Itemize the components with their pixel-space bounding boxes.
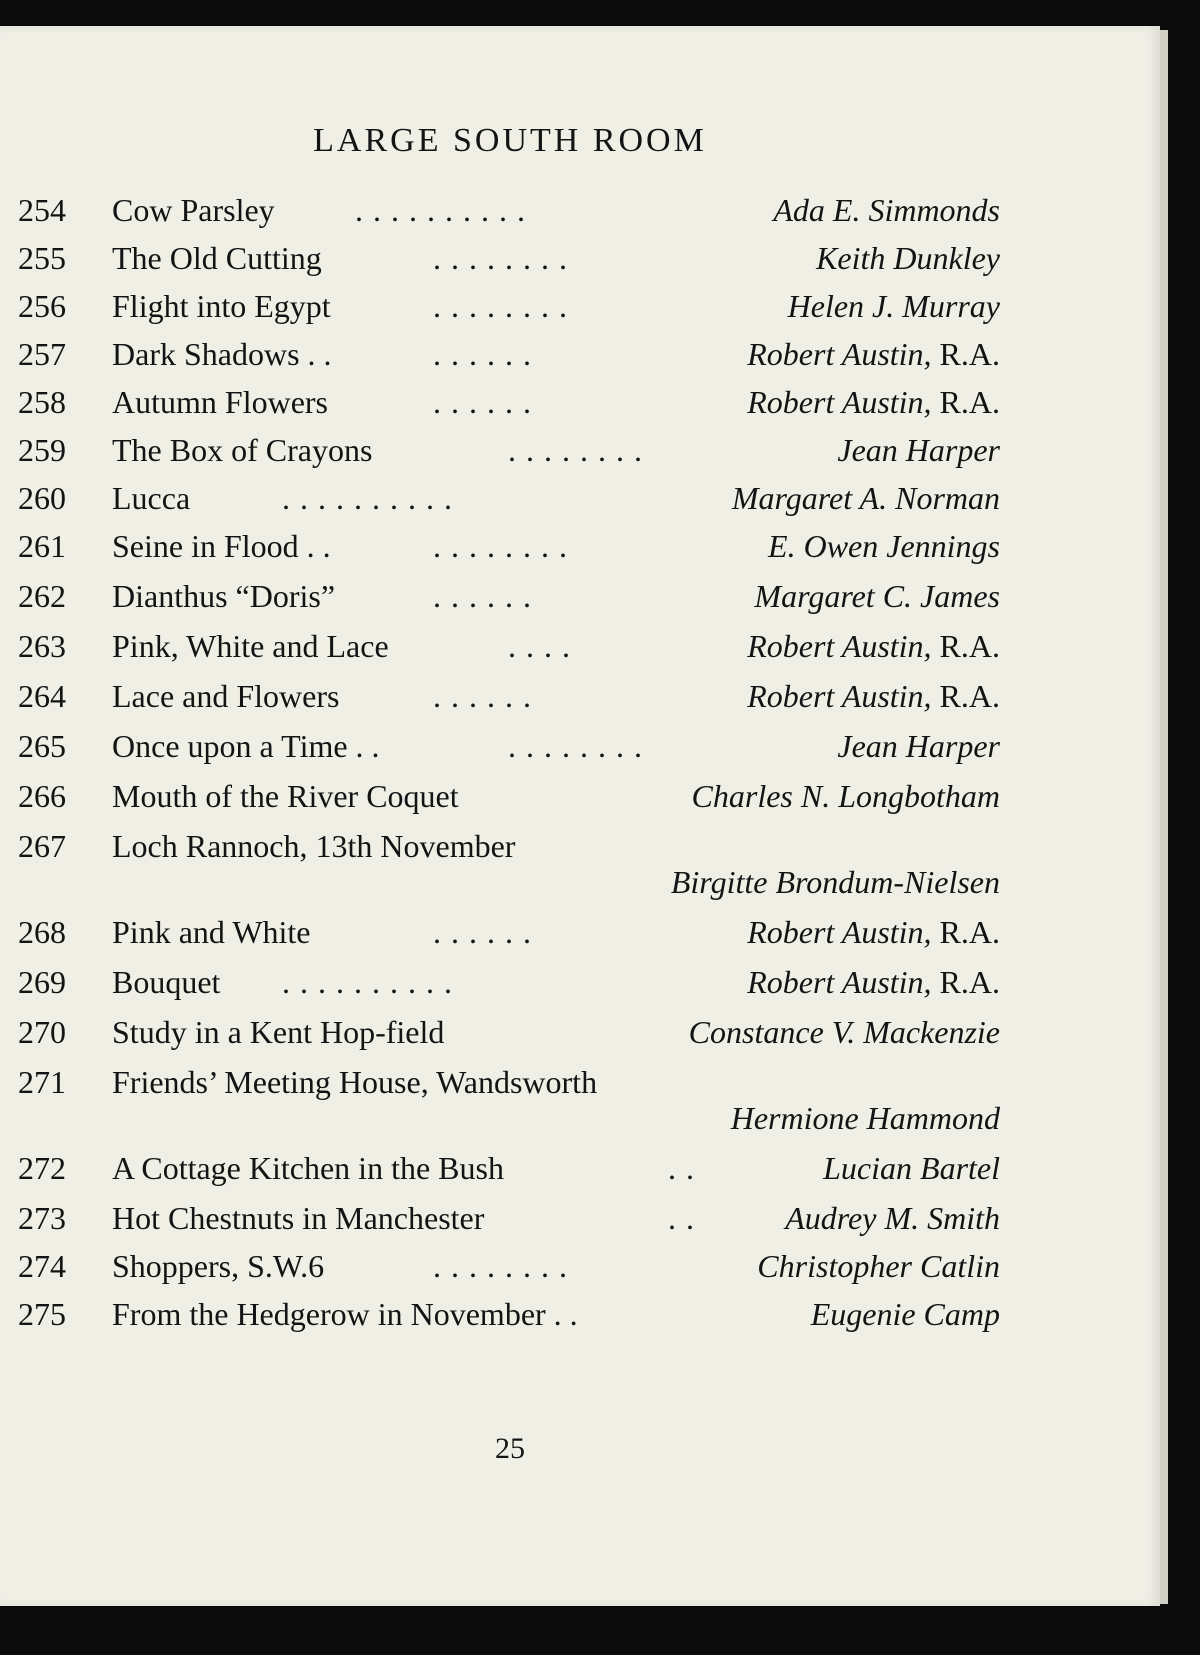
entry-number: 258 — [18, 384, 66, 420]
entry-artist: Hermione Hammond — [730, 1100, 1000, 1136]
leader-dots: . . . . . . — [433, 336, 532, 372]
entry-artist: Audrey M. Smith — [785, 1200, 1000, 1236]
list-item — [0, 578, 1160, 626]
entry-number: 262 — [18, 578, 66, 614]
entry-title: Shoppers, S.W.6 — [112, 1248, 325, 1284]
list-item — [0, 1064, 1160, 1150]
entry-title: Lucca — [112, 480, 191, 516]
entry-title: Friends’ Meeting House, Wandsworth — [112, 1064, 598, 1100]
leader-dots: . . . . . . . . . . — [355, 192, 526, 228]
entry-number: 267 — [18, 828, 66, 864]
leader-dots: . . . . . . . . — [433, 240, 568, 276]
entry-artist: Jean Harper — [837, 728, 1000, 764]
entry-number: 266 — [18, 778, 66, 814]
entry-artist: Robert Austin, R.A. — [747, 914, 1000, 950]
entry-artist: Robert Austin, R.A. — [747, 336, 1000, 372]
entry-number: 257 — [18, 336, 66, 372]
entry-artist: Christopher Catlin — [757, 1248, 1000, 1284]
leader-dots: . . . . . . . . — [433, 1248, 568, 1284]
entry-number: 259 — [18, 432, 66, 468]
entry-title: From the Hedgerow in November . . — [112, 1296, 578, 1332]
entry-number: 274 — [18, 1248, 66, 1284]
entry-artist: Robert Austin, R.A. — [747, 384, 1000, 420]
entry-title: A Cottage Kitchen in the Bush — [112, 1150, 504, 1186]
entry-artist: Lucian Bartel — [823, 1150, 1000, 1186]
entry-number: 269 — [18, 964, 66, 1000]
list-item — [0, 678, 1160, 726]
leader-dots: . . . . . . — [433, 914, 532, 950]
page-number: 25 — [495, 1432, 525, 1465]
list-item — [0, 728, 1160, 776]
entry-title: Loch Rannoch, 13th November — [112, 828, 516, 864]
page-edge — [1160, 30, 1168, 1604]
leader-dots: . . . . . . — [433, 384, 532, 420]
list-item — [0, 528, 1160, 576]
entry-title: Cow Parsley — [112, 192, 275, 228]
list-item — [0, 964, 1160, 1012]
leader-dots: . . . . . . — [433, 678, 532, 714]
entry-title: Pink and White — [112, 914, 311, 950]
entry-title: Mouth of the River Coquet — [112, 778, 459, 814]
entry-artist: Margaret C. James — [754, 578, 1000, 614]
leader-dots: . . — [668, 1150, 695, 1186]
list-item — [0, 1248, 1160, 1296]
entry-artist: Robert Austin, R.A. — [747, 964, 1000, 1000]
list-item — [0, 914, 1160, 962]
entry-title: The Old Cutting — [112, 240, 322, 276]
entry-artist: E. Owen Jennings — [768, 528, 1000, 564]
entry-title: Lace and Flowers — [112, 678, 340, 714]
entry-title: Once upon a Time . . — [112, 728, 380, 764]
entry-title: Dark Shadows . . — [112, 336, 332, 372]
leader-dots: . . . . . . . . — [433, 288, 568, 324]
entry-artist: Keith Dunkley — [816, 240, 1000, 276]
entry-title: Flight into Egypt — [112, 288, 331, 324]
entry-number: 261 — [18, 528, 66, 564]
entry-artist: Birgitte Brondum-Nielsen — [670, 864, 1000, 900]
list-item — [0, 1296, 1160, 1344]
list-item — [0, 240, 1160, 288]
catalogue-page — [0, 26, 1160, 1606]
entry-title: Autumn Flowers — [112, 384, 328, 420]
page-title: LARGE SOUTH ROOM — [313, 122, 707, 159]
entry-artist: Jean Harper — [837, 432, 1000, 468]
list-item — [0, 288, 1160, 336]
entry-title: Seine in Flood . . — [112, 528, 331, 564]
list-item — [0, 1200, 1160, 1248]
entry-artist: Robert Austin, R.A. — [747, 628, 1000, 664]
entry-number: 275 — [18, 1296, 66, 1332]
leader-dots: . . . . . . . . . . — [282, 964, 453, 1000]
list-item — [0, 778, 1160, 826]
entry-title: Pink, White and Lace — [112, 628, 389, 664]
entry-artist: Charles N. Longbotham — [691, 778, 1000, 814]
entry-title: Bouquet — [112, 964, 221, 1000]
entry-artist: Margaret A. Norman — [731, 480, 1000, 516]
entry-artist: Ada E. Simmonds — [773, 192, 1000, 228]
entry-number: 272 — [18, 1150, 66, 1186]
list-item — [0, 1014, 1160, 1062]
entry-number: 264 — [18, 678, 66, 714]
entry-artist: Eugenie Camp — [810, 1296, 1000, 1332]
list-item — [0, 336, 1160, 384]
entry-title: The Box of Crayons — [112, 432, 373, 468]
leader-dots: . . . . . . . . — [433, 528, 568, 564]
list-item — [0, 432, 1160, 480]
leader-dots: . . . . . . . . — [508, 432, 643, 468]
entry-number: 256 — [18, 288, 66, 324]
entry-number: 268 — [18, 914, 66, 950]
entry-number: 263 — [18, 628, 66, 664]
list-item — [0, 384, 1160, 432]
leader-dots: . . . . . . . . . . — [282, 480, 453, 516]
list-item — [0, 1150, 1160, 1198]
entry-number: 265 — [18, 728, 66, 764]
entry-number: 271 — [18, 1064, 66, 1100]
entry-number: 270 — [18, 1014, 66, 1050]
list-item — [0, 192, 1160, 240]
entry-number: 273 — [18, 1200, 66, 1236]
entry-title: Dianthus “Doris” — [112, 578, 336, 614]
entry-number: 255 — [18, 240, 66, 276]
entry-title: Study in a Kent Hop-field — [112, 1014, 445, 1050]
leader-dots: . . . . . . — [433, 578, 532, 614]
leader-dots: . . . . — [508, 628, 571, 664]
entry-artist: Constance V. Mackenzie — [688, 1014, 1000, 1050]
entry-artist: Helen J. Murray — [787, 288, 1000, 324]
list-item — [0, 480, 1160, 528]
entry-title: Hot Chestnuts in Manchester — [112, 1200, 485, 1236]
leader-dots: . . — [668, 1200, 695, 1236]
list-item — [0, 628, 1160, 676]
entry-number: 254 — [18, 192, 66, 228]
entry-artist: Robert Austin, R.A. — [747, 678, 1000, 714]
leader-dots: . . . . . . . . — [508, 728, 643, 764]
list-item — [0, 828, 1160, 914]
entry-number: 260 — [18, 480, 66, 516]
